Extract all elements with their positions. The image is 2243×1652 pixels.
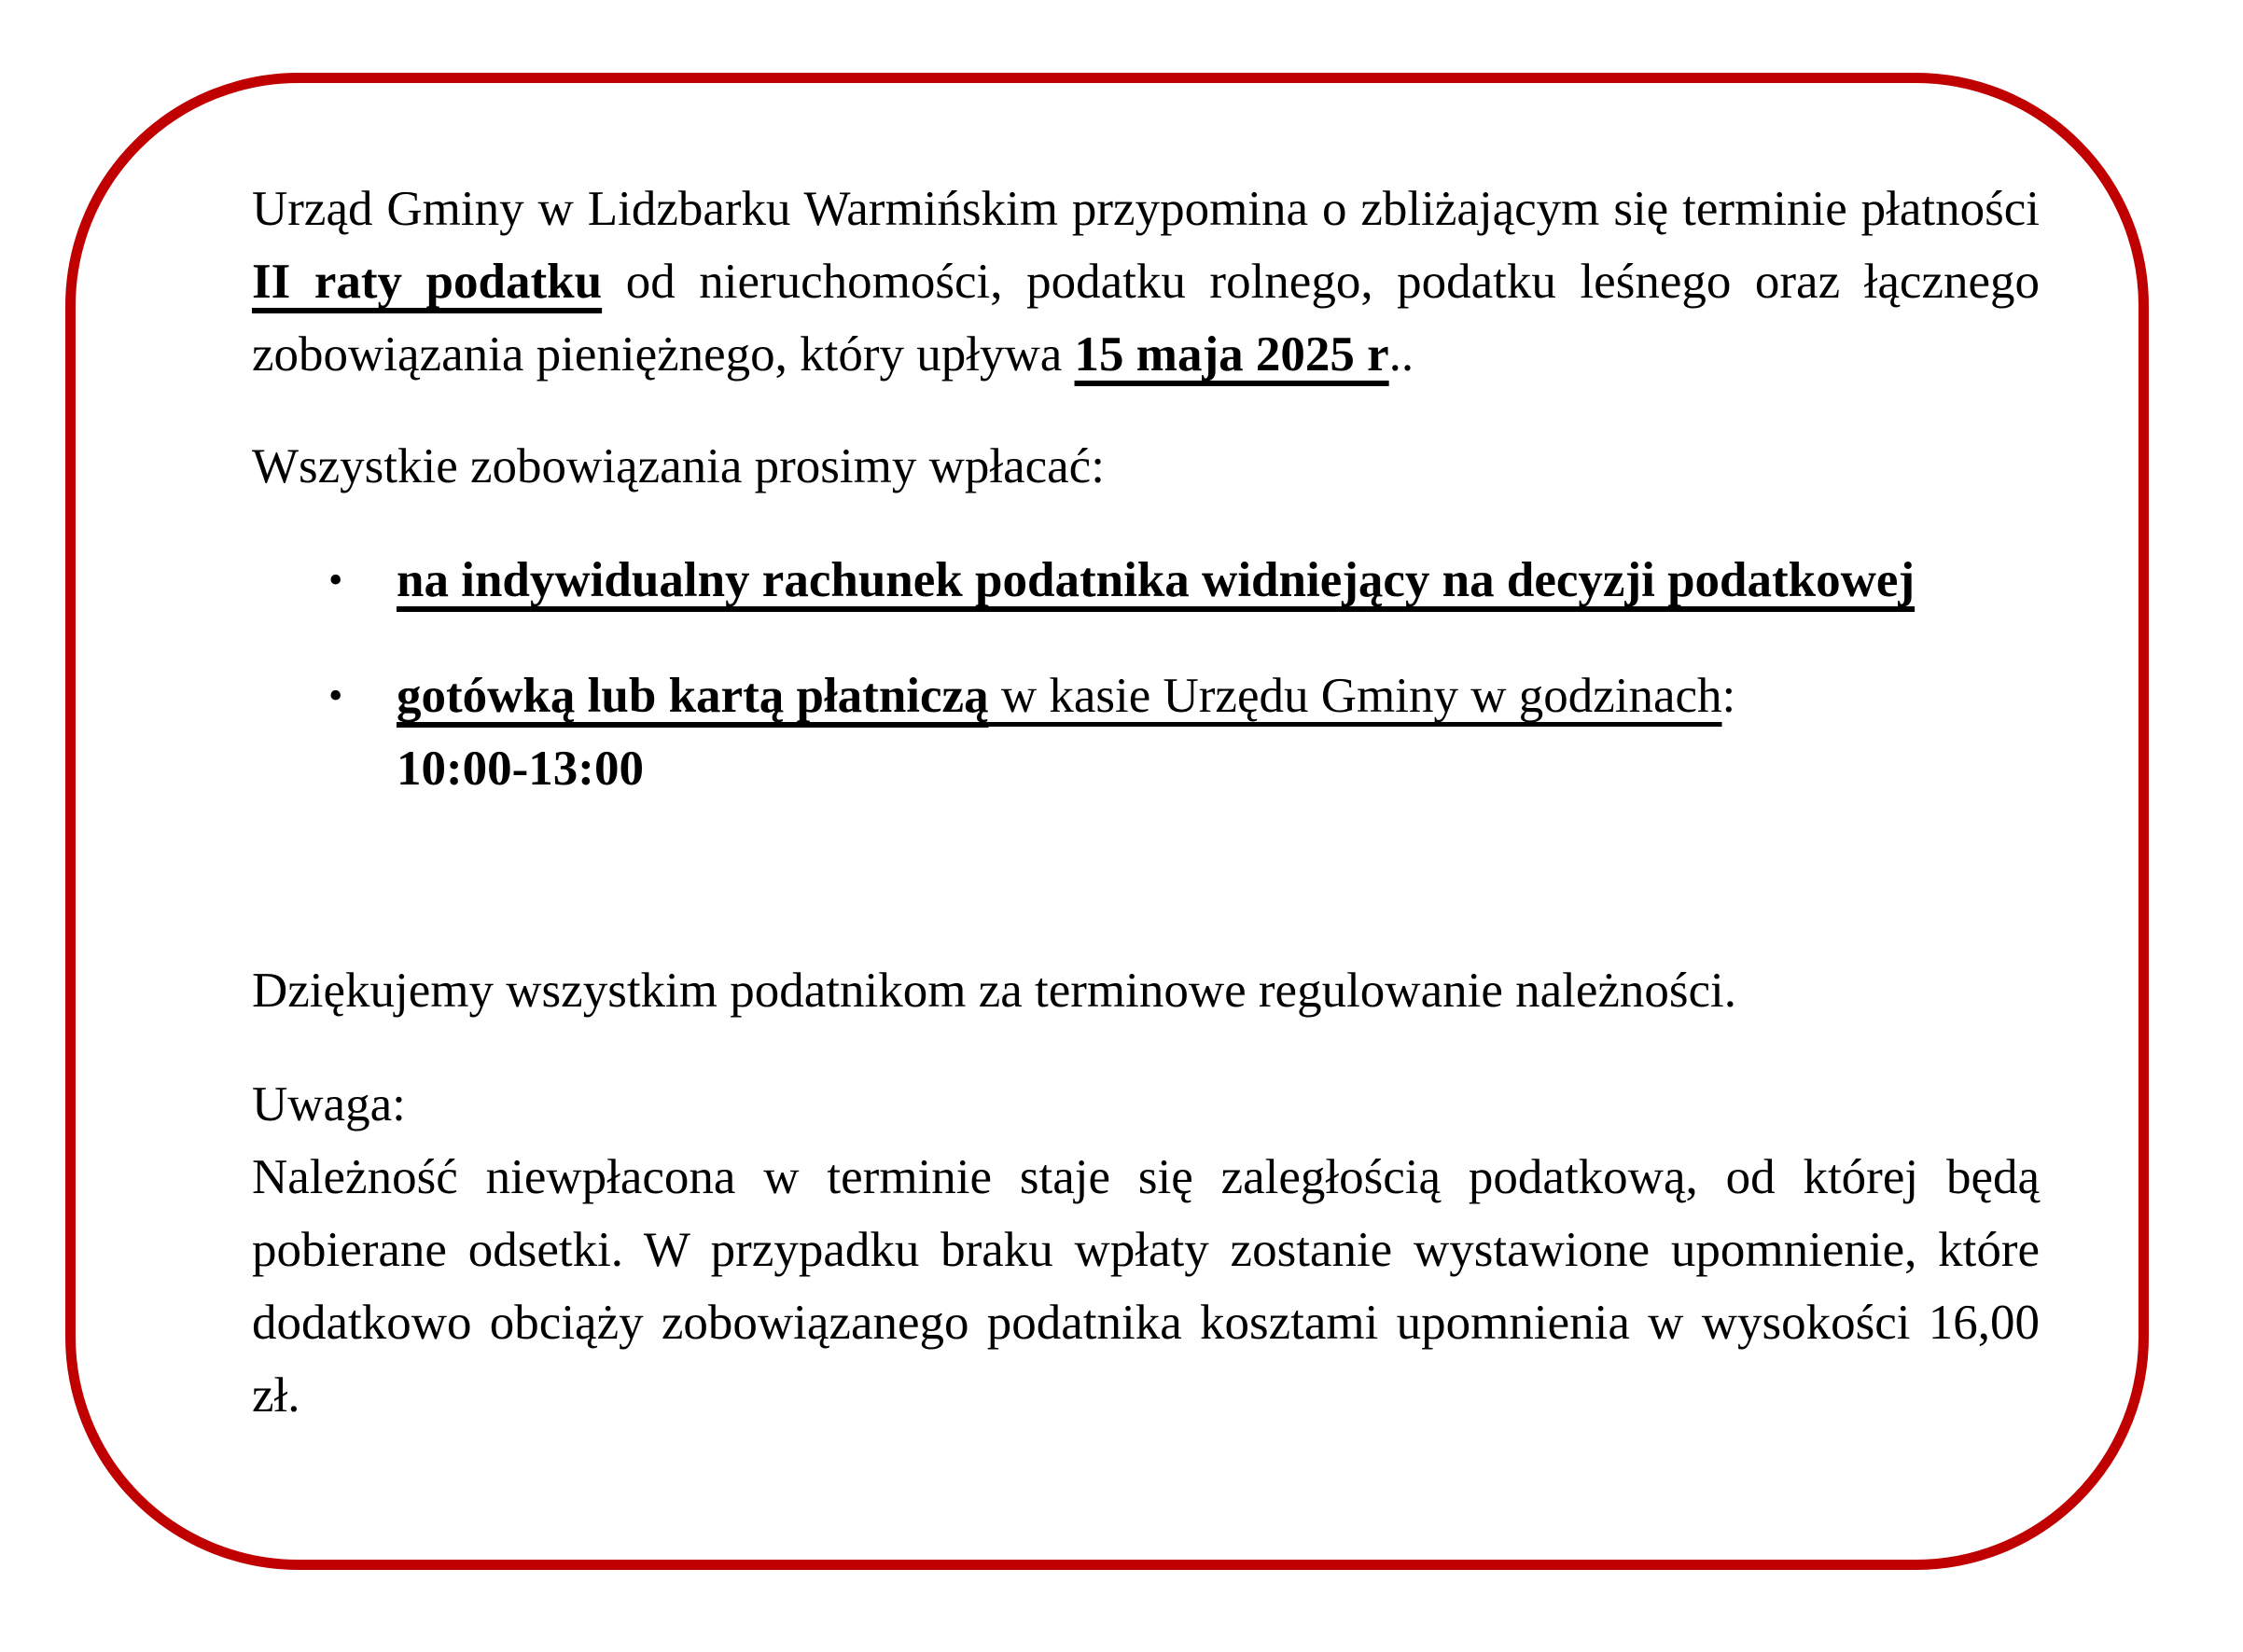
bullet-dot-icon: •: [328, 557, 343, 603]
deadline-installment-highlight: II raty podatku: [252, 255, 603, 309]
bullet1-text: na indywidualny rachunek podatnika widniejący na decyzji podatkowej: [397, 553, 1916, 607]
bullet2-opening-hours: 10:00-13:00: [397, 742, 644, 796]
notice-content: [252, 173, 2040, 1432]
bullet2-content: [397, 659, 2040, 805]
bullet-dot-icon: •: [328, 673, 343, 718]
payment-intro-line: Wszystkie zobowiązania prosimy wpłacać:: [252, 439, 1105, 493]
intro-text-3: ..: [1388, 327, 1414, 382]
deadline-date-highlight: 15 maja 2025 r: [1074, 327, 1389, 382]
note-body: Należność niewpłacona w terminie staje się zaległością podatkową, od której będą pobierane odsetki. W przypadku braku wpłaty zostanie wystawione upomnienie, które dodatkowo obciąży zobowiązanego podatnika kosztami upomnienia w wysokości 16,00 zł.: [252, 1150, 2040, 1423]
bullet-item-cash-desk: [252, 659, 2040, 805]
thanks-line: Dziękujemy wszystkim podatnikom za terminowe regulowanie należności.: [252, 964, 1737, 1018]
bullet-item-bank-account: [252, 544, 2040, 617]
intro-text-1: Urząd Gminy w Lidzbarku Warmińskim przypomina o zbliżającym się terminie płatności: [252, 182, 2040, 236]
bullet2-colon: :: [1721, 669, 1736, 723]
bullet2-method-highlight: gotówką lub kartą płatniczą: [397, 669, 989, 723]
note-label: Uwaga:: [252, 1077, 406, 1131]
bullet1-content: [397, 544, 2040, 617]
intro-paragraph: [252, 173, 2040, 391]
bullet2-location-underlined: w kasie Urzędu Gminy w godzinach: [988, 669, 1722, 723]
intro-text-2: od nieruchomości, podatku rolnego, podatku leśnego oraz łącznego zobowiązania pieniężnego, który upływa: [252, 255, 2040, 382]
